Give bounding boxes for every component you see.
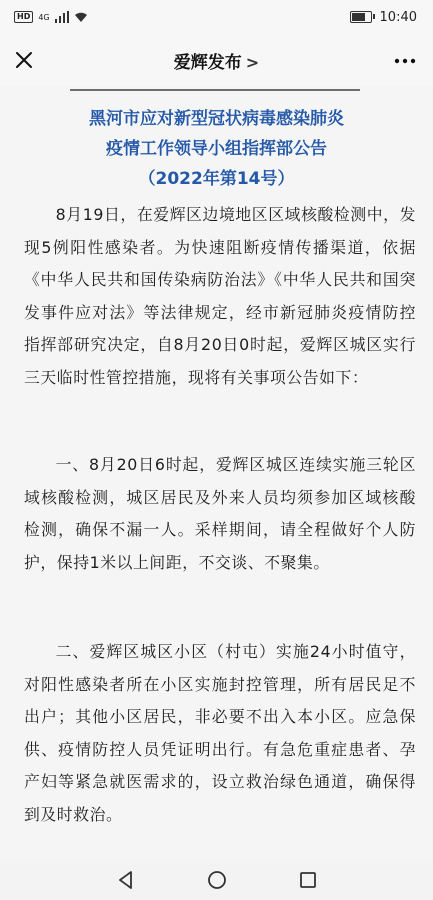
account-title[interactable]: [174, 48, 259, 73]
headline-line-2: 疫情工作领导小组指挥部公告: [106, 139, 327, 159]
paragraph-item-2: 二、爱辉区城区小区（村屯）实施24小时值守，对阳性感染者所在小区实施封控管理，所有居民足不出户；其他小区居民，非必要不出入本小区。应急保供、疫情防控人员凭证明出行。有急危重症患者、孕产妇等紧急就医需求的，设立救治绿色通道，确保得到及时救治。: [24, 642, 416, 824]
battery-icon: [350, 11, 372, 23]
more-icon[interactable]: [391, 52, 419, 70]
article-content[interactable]: [0, 86, 433, 860]
system-nav-bar: [0, 860, 433, 900]
close-icon[interactable]: [10, 46, 38, 74]
wifi-icon: [74, 11, 88, 23]
home-icon[interactable]: [206, 869, 228, 891]
divider: [70, 89, 360, 91]
paragraph-intro: 8月19日，在爱辉区边境地区区域核酸检测中，发现5例阳性感染者。为快速阻断疫情传播渠道，依据《中华人民共和国传染病防治法》《中华人民共和国突发事件应对法》等法律规定，经市新冠肺炎疫情防控指挥部研究决定，自8月20日0时起，爱辉区城区实行三天临时性管控措施，现将有关事项公告如下：: [24, 205, 416, 387]
paragraph-item-1: 一、8月20日6时起，爱辉区城区连续实施三轮区域核酸检测，城区居民及外来人员均须参加区域核酸检测，确保不漏一人。采样期间，请全程做好个人防护，保持1米以上间距，不交谈、不聚集。: [24, 455, 416, 572]
chevron-right-icon: >: [245, 52, 260, 72]
status-bar: [0, 0, 433, 34]
clock: 10:40: [379, 9, 417, 25]
signal-icon: [55, 11, 69, 23]
article-headline: [0, 104, 433, 194]
headline-line-3: （2022年第14号）: [138, 169, 295, 189]
headline-line-1: 黑河市应对新型冠状病毒感染肺炎: [89, 109, 344, 129]
nav-bar: [0, 34, 433, 87]
signal-label: 4G: [38, 12, 50, 22]
back-icon[interactable]: [115, 869, 137, 891]
hd-badge: HD: [14, 11, 33, 23]
account-name: 爱辉发布: [173, 52, 242, 73]
recents-icon[interactable]: [297, 869, 319, 891]
